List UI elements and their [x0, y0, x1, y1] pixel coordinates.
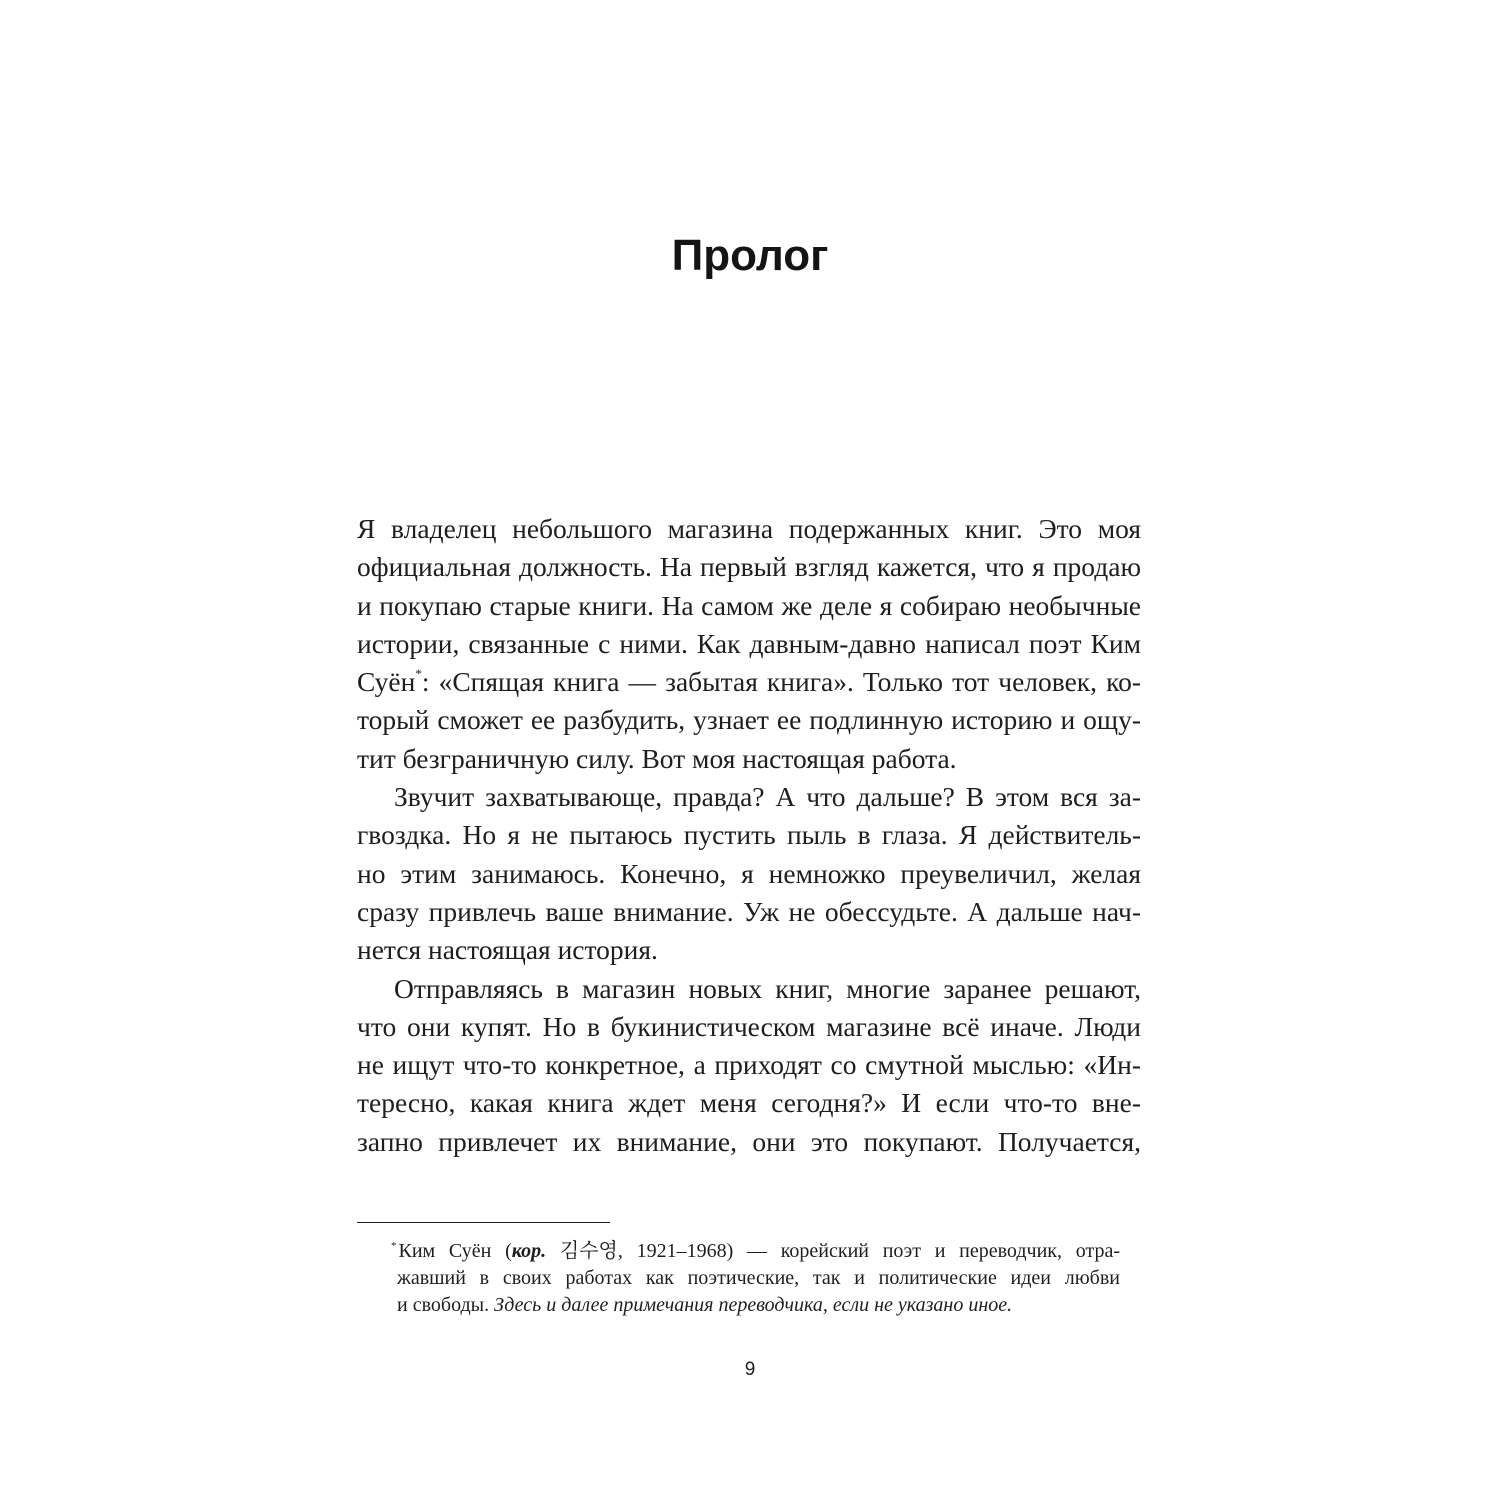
chapter-title: Пролог [671, 231, 829, 280]
text-line: тересно, какая книга ждет меня сегодня?» И если что-то вне- [357, 1087, 1141, 1119]
footnote-line [397, 1292, 1120, 1319]
footnote-line [391, 1238, 1121, 1265]
page-number: 9 [744, 1359, 756, 1380]
footnote-korean-dates: 김수영, 1921–1968) — корейский поэт и переводчик, отра- [546, 1240, 1121, 1262]
text-line: и покупаю старые книги. На самом же деле я собираю необычные [357, 589, 1141, 621]
text-line-with-footnote [357, 663, 1141, 701]
text-line-continuation: : «Спящая книга — забытая книга». Только тот человек, ко- [421, 666, 1141, 698]
text-line: но этим занимаюсь. Конечно, я немножко преувеличил, желая [357, 857, 1141, 889]
text-line: не ищут что-то конкретное, а приходят со смутной мыслью: «Ин- [357, 1049, 1141, 1081]
text-line: что они купят. Но в букинистическом магазине всё иначе. Люди [357, 1010, 1141, 1042]
footnote-plain: и свободы. [397, 1294, 495, 1316]
text-line: тит безграничную силу. Вот моя настоящая работа. [357, 742, 957, 774]
main-text [357, 510, 1141, 1161]
text-line: гвоздка. Но я не пытаюсь пустить пыль в глаза. Я действитель- [357, 819, 1141, 851]
text-line: запно привлечет их внимание, они это покупают. Получается, [357, 1125, 1141, 1157]
footnote-translator-note: Здесь и далее примечания переводчика, если не указано иное. [494, 1294, 1013, 1316]
text-line: нется настоящая история. [357, 934, 658, 966]
text-line: торый сможет ее разбудить, узнает ее подлинную историю и ощу- [357, 704, 1141, 736]
footnote-line: жавший в своих работах как поэтические, так и политические идеи любви [397, 1267, 1120, 1289]
footnote-abbreviation: кор. [511, 1240, 547, 1262]
footnote-marker: * [391, 1240, 397, 1252]
text-line: сразу привлечь ваше внимание. Уж не обессудьте. А дальше нач- [357, 895, 1141, 927]
text-line: Звучит захватывающе, правда? А что дальше? В этом вся за- [394, 781, 1141, 813]
footnote-name: Ким Суён ( [398, 1240, 512, 1262]
footnote-marker[interactable]: * [415, 666, 422, 682]
footnote [391, 1238, 1121, 1319]
text-line: Отправляясь в магазин новых книг, многие заранее решают, [394, 972, 1141, 1004]
text-line: истории, связанные с ними. Как давным-давно написал поэт Ким [357, 627, 1141, 659]
footnote-divider [357, 1222, 610, 1223]
text-line: Я владелец небольшого магазина подержанных книг. Это моя [357, 513, 1141, 544]
text-line: официальная должность. На первый взгляд кажется, что я продаю [357, 551, 1141, 583]
footnoted-name: Суён [357, 666, 416, 698]
